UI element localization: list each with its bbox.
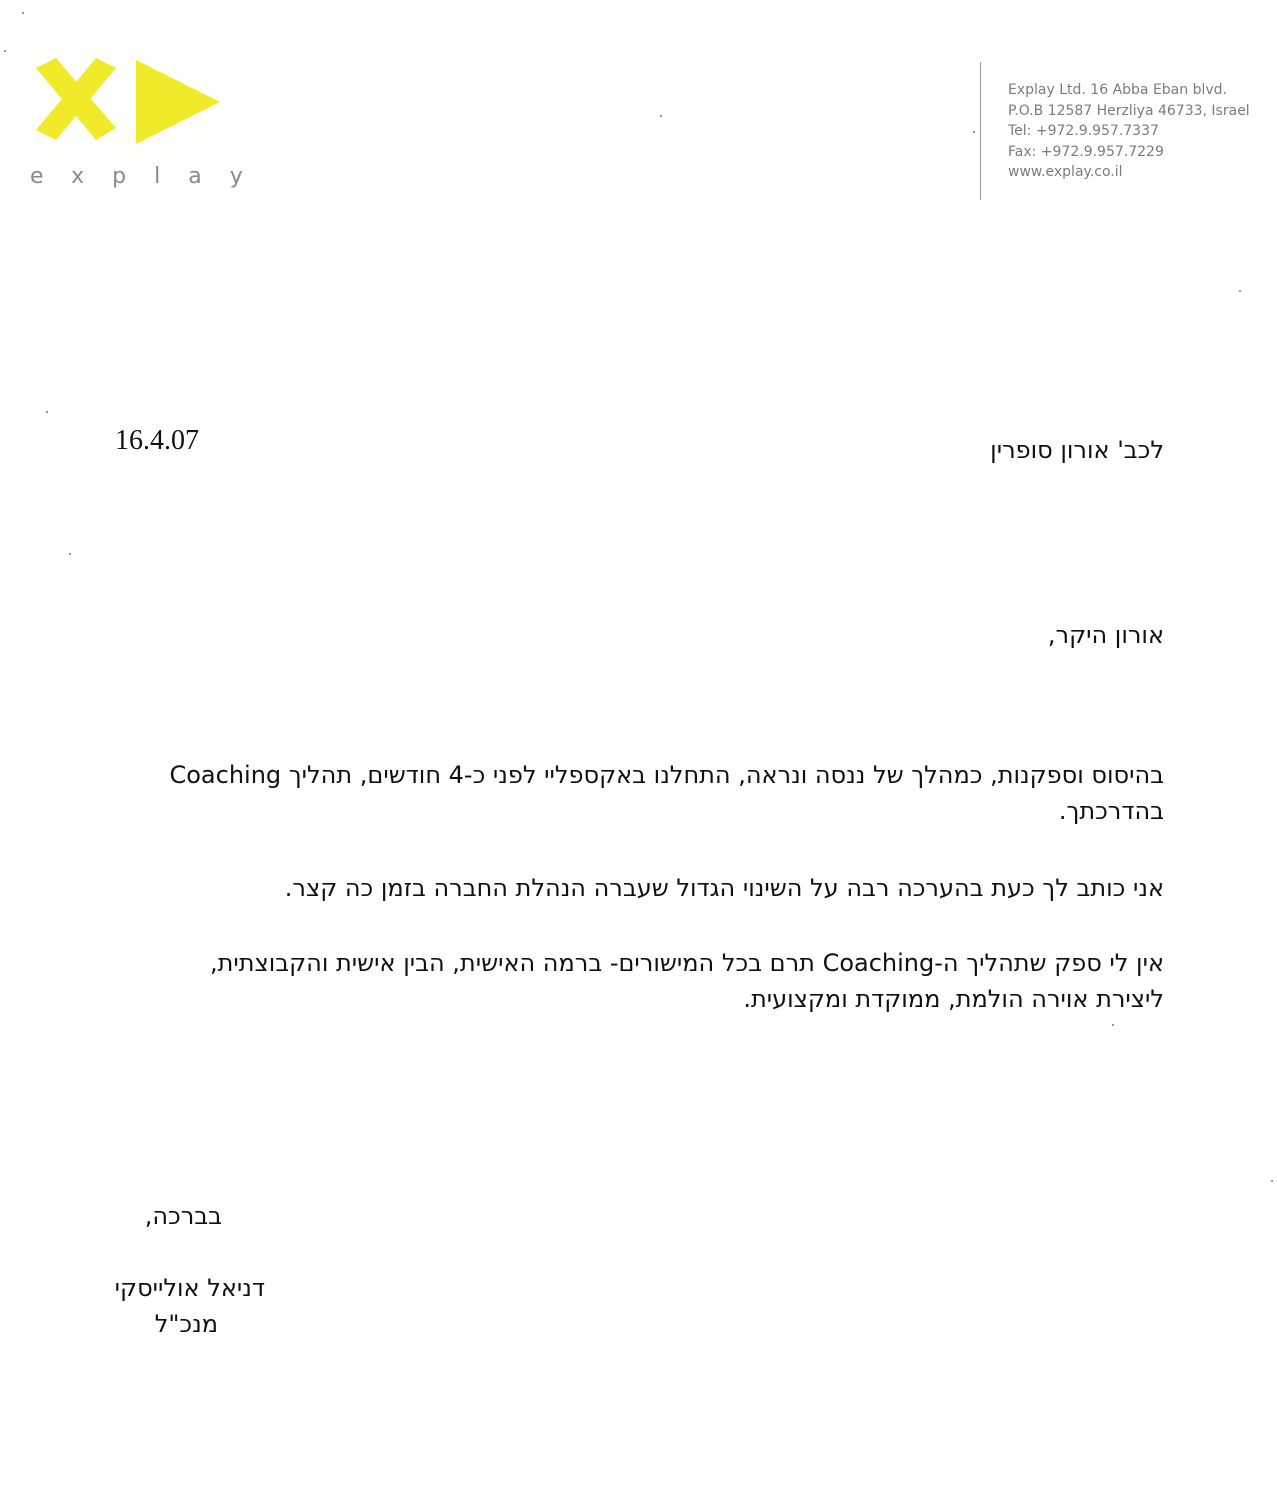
scan-speck (4, 50, 6, 52)
scan-speck (46, 411, 48, 413)
letterhead-address (1008, 80, 1250, 183)
scan-speck (660, 115, 662, 117)
scan-speck (973, 131, 975, 133)
phone-line: Tel: +972.9.957.7337 (1008, 123, 1159, 139)
paragraph-line: ליצירת אוירה הולמת, ממוקדת ומקצועית. (743, 985, 1164, 1013)
letter-date: 16.4.07 (115, 425, 199, 456)
scan-speck (22, 12, 24, 14)
signer-name: דניאל אולייסקי (114, 1274, 265, 1302)
paragraph-line: אין לי ספק שתהליך ה-Coaching תרם בכל המישורים- ברמה האישית, הבין אישית והקבוצתית, (209, 949, 1164, 977)
website-line: www.explay.co.il (1008, 164, 1123, 180)
explay-logo (30, 58, 271, 198)
body-paragraph-2: אני כותב לך כעת בהערכה רבה על השינוי הגדול שעברה הנהלת החברה בזמן כה קצר. (284, 874, 1164, 902)
scan-speck (1112, 1024, 1114, 1026)
signer-title: מנכ"ל (154, 1310, 218, 1338)
letterhead-divider (980, 62, 981, 200)
body-paragraph-3 (119, 945, 1164, 1017)
scan-speck (69, 553, 71, 555)
letter-salutation: אורון היקר, (1047, 621, 1164, 649)
fax-line: Fax: +972.9.957.7229 (1008, 143, 1164, 160)
paragraph-line: בהדרכתך. (1058, 797, 1164, 825)
scan-speck (1271, 1180, 1273, 1182)
address-line: Explay Ltd. 16 Abba Eban blvd. (1008, 82, 1227, 98)
address-line: P.O.B 12587 Herzliya 46733, Israel (1008, 102, 1250, 119)
paragraph-line: בהיסוס וספקנות, כמהלך של ננסה ונראה, התחלנו באקספליי לפני כ-4 חודשים, תהליך Coaching (169, 761, 1164, 789)
explay-xd-logo-icon (30, 58, 230, 158)
scan-speck (1239, 290, 1241, 292)
letter-recipient: לכב' אורון סופרין (990, 436, 1164, 464)
letter-closing: בברכה, (144, 1202, 222, 1230)
logo-wordmark: explay (30, 164, 271, 189)
body-paragraph-1 (119, 757, 1164, 829)
